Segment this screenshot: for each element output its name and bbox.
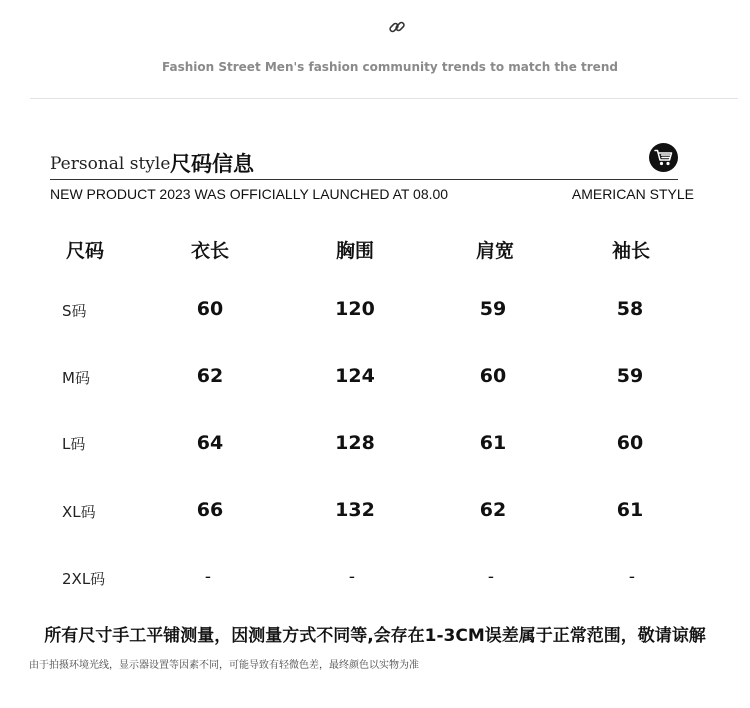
cell-s-chest: 120: [335, 298, 375, 320]
cell-2xl-sleeve: -: [628, 567, 636, 587]
row-label-l: L码: [62, 435, 86, 453]
cell-m-chest: 124: [335, 365, 375, 387]
cell-2xl-shoulder: -: [487, 567, 495, 587]
cell-xl-sleeve: 61: [616, 499, 644, 521]
cell-l-sleeve: 60: [616, 432, 644, 454]
shopping-cart-icon[interactable]: [649, 143, 678, 172]
header-chest: 胸围: [335, 240, 375, 262]
cell-2xl-chest: -: [348, 567, 356, 587]
page-title: 尺码信息: [170, 152, 254, 176]
cell-2xl-length: -: [204, 567, 212, 587]
row-label-2xl: 2XL码: [62, 570, 106, 588]
color-disclaimer: 由于拍摄环境光线，显示器设置等因素不同，可能导致有轻微色差，最终颜色以实物为准: [29, 660, 419, 671]
cell-m-length: 62: [196, 365, 224, 387]
cell-xl-chest: 132: [335, 499, 375, 521]
title-underline: [50, 179, 678, 180]
header-shoulder: 肩宽: [475, 240, 515, 262]
row-label-xl: XL码: [62, 503, 96, 521]
header-divider: [30, 98, 738, 99]
header-length: 衣长: [190, 240, 230, 262]
header-sleeve: 袖长: [611, 240, 651, 262]
cell-s-shoulder: 59: [479, 298, 507, 320]
cell-l-chest: 128: [335, 432, 375, 454]
measurement-note: 所有尺寸手工平铺测量，因测量方式不同等,会存在1-3CM误差属于正常范围，敬请谅解: [44, 626, 706, 646]
cell-l-shoulder: 61: [479, 432, 507, 454]
cell-m-shoulder: 60: [479, 365, 507, 387]
cell-s-sleeve: 58: [616, 298, 644, 320]
cell-xl-length: 66: [196, 499, 224, 521]
cell-s-length: 60: [196, 298, 224, 320]
cell-m-sleeve: 59: [616, 365, 644, 387]
cell-l-length: 64: [196, 432, 224, 454]
subtitle-left: NEW PRODUCT 2023 WAS OFFICIALLY LAUNCHED AT 08.00: [50, 186, 449, 202]
title-english: Personal style: [50, 154, 171, 174]
row-label-m: M码: [62, 369, 90, 387]
cell-xl-shoulder: 62: [479, 499, 507, 521]
header-tagline: Fashion Street Men's fashion community trends to match the trend: [162, 60, 618, 74]
row-label-s: S码: [62, 302, 87, 320]
link-icon: [387, 17, 407, 37]
subtitle-right: AMERICAN STYLE: [571, 186, 694, 202]
header-size: 尺码: [65, 240, 105, 262]
title-row: [50, 146, 690, 180]
